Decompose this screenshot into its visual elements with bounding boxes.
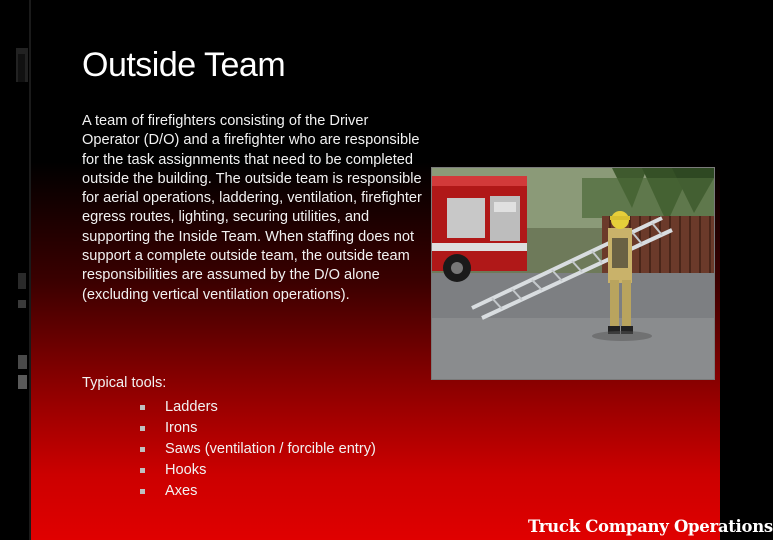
tools-heading: Typical tools:: [82, 375, 167, 391]
accent-square: [18, 300, 26, 308]
list-item: [140, 481, 376, 502]
firefighter-ladder-photo: [431, 167, 715, 380]
list-item: [140, 439, 376, 460]
accent-square: [18, 355, 27, 369]
body-paragraph: A team of firefighters consisting of the Driver Operator (D/O) and a firefighter who are responsible for the task assignments that need to be completed outside the building. The outside team is responsible for aerial operations, laddering, ventilation, firefighter egress routes, lighting, securing utilities, and supporting the Inside Team. When staffing does not support a complete outside team, the outside team responsibilities are assumed by the D/O alone (excluding vertical ventilation operations).: [82, 113, 422, 303]
list-item: [140, 460, 376, 481]
bullet-icon: [140, 468, 145, 473]
tool-label: Irons: [165, 420, 198, 436]
bullet-icon: [140, 447, 145, 452]
bullet-icon: [140, 405, 145, 410]
tools-list: [140, 397, 376, 502]
accent-square: [18, 273, 26, 289]
stripe-divider: [29, 0, 31, 540]
bullet-icon: [140, 489, 145, 494]
slide-title: Outside Team: [82, 46, 286, 84]
bullet-icon: [140, 426, 145, 431]
footer-logo-text: Truck Company Operations: [528, 517, 773, 536]
tool-label: Ladders: [165, 399, 218, 415]
tool-label: Saws (ventilation / forcible entry): [165, 441, 376, 457]
tool-label: Axes: [165, 483, 198, 499]
accent-square: [18, 54, 25, 82]
tool-label: Hooks: [165, 462, 207, 478]
accent-square: [18, 375, 27, 389]
list-item: [140, 397, 376, 418]
list-item: [140, 418, 376, 439]
